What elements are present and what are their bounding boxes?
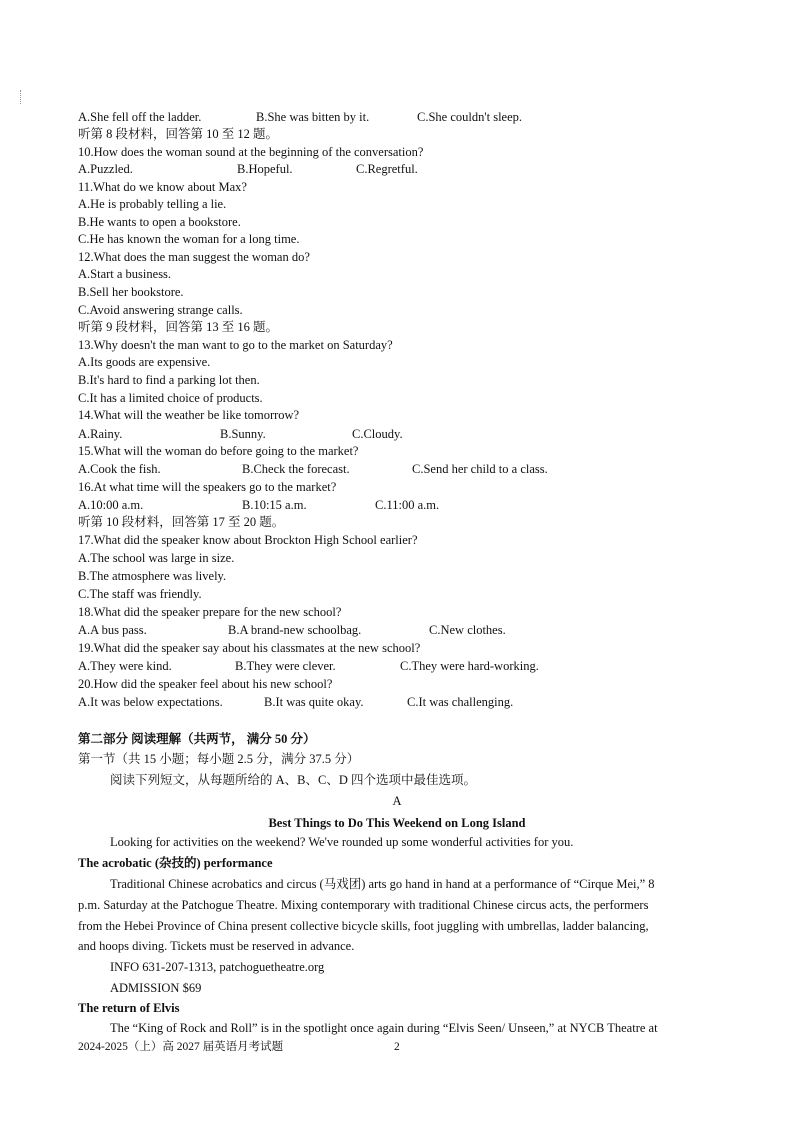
question-stem: 12.What does the man suggest the woman do?	[78, 250, 310, 264]
q10-options	[78, 161, 418, 177]
option: A.She fell off the ladder.	[78, 110, 202, 124]
material-9-instruction: 听第 9 段材料，回答第 13 至 16 题。	[78, 320, 279, 334]
part-two-title: 第二部分 阅读理解（共两节， 满分 50 分）	[78, 732, 316, 746]
option: A.Puzzled.	[78, 162, 133, 176]
option: A.Its goods are expensive.	[78, 355, 211, 369]
option: C.The staff was friendly.	[78, 587, 202, 601]
section-one-title: 第一节（共 15 小题；每小题 2.5 分，满分 37.5 分）	[78, 752, 360, 766]
question-stem: 16.At what time will the speakers go to the market?	[78, 480, 337, 494]
q18-options	[78, 622, 506, 638]
paragraph-line: and hoops diving. Tickets must be reserved in advance.	[78, 939, 355, 953]
option: B.She was bitten by it.	[256, 110, 370, 124]
passage-title: Best Things to Do This Weekend on Long Island	[268, 816, 526, 830]
q9-options	[78, 109, 522, 125]
option: A.Rainy.	[78, 427, 123, 441]
option: B.He wants to open a bookstore.	[78, 215, 241, 229]
q15-options	[78, 461, 548, 477]
q19-options	[78, 658, 539, 674]
option: B.Sell her bookstore.	[78, 285, 184, 299]
option: A.Cook the fish.	[78, 462, 161, 476]
question-stem: 20.How did the speaker feel about his new school?	[78, 677, 333, 691]
question-stem: 17.What did the speaker know about Brockton High School earlier?	[78, 533, 418, 547]
info-line: INFO 631-207-1313, patchoguetheatre.org	[110, 960, 325, 974]
reading-instruction: 阅读下列短文，从每题所给的 A、B、C、D 四个选项中最佳选项。	[110, 773, 476, 787]
question-stem: 19.What did the speaker say about his classmates at the new school?	[78, 641, 421, 655]
option: C.Send her child to a class.	[412, 462, 548, 476]
option: C.He has known the woman for a long time.	[78, 232, 300, 246]
option: C.Cloudy.	[352, 427, 403, 441]
paragraph-line: p.m. Saturday at the Patchogue Theatre. Mixing contemporary with traditional Chinese circus acts, the performers	[78, 898, 649, 912]
option: C.They were hard-working.	[400, 659, 539, 673]
question-stem: 14.What will the weather be like tomorrow?	[78, 408, 300, 422]
q20-options	[78, 694, 513, 710]
option: A.He is probably telling a lie.	[78, 197, 227, 211]
passage-intro: Looking for activities on the weekend? We've rounded up some wonderful activities for you.	[110, 835, 574, 849]
option: A.Start a business.	[78, 267, 172, 281]
q16-options	[78, 497, 439, 513]
option: B.They were clever.	[235, 659, 336, 673]
passage-letter: A	[392, 794, 402, 808]
option: A.10:00 a.m.	[78, 498, 144, 512]
section-heading: The return of Elvis	[78, 1001, 180, 1015]
option: B.Sunny.	[220, 427, 266, 441]
option: C.She couldn't sleep.	[417, 110, 523, 124]
question-stem: 11.What do we know about Max?	[78, 180, 247, 194]
paragraph-line: Traditional Chinese acrobatics and circus (马戏团) arts go hand in hand at a performance of “Cirque Mei,” 8	[110, 877, 655, 891]
option: B.A brand-new schoolbag.	[228, 623, 362, 637]
option: A.The school was large in size.	[78, 551, 235, 565]
question-stem: 10.How does the woman sound at the beginning of the conversation?	[78, 145, 424, 159]
option: C.It has a limited choice of products.	[78, 391, 263, 405]
section-heading: The acrobatic (杂技的) performance	[78, 856, 273, 870]
page-number: 2	[394, 1041, 400, 1053]
option: A.It was below expectations.	[78, 695, 223, 709]
footer-label: 2024-2025（上）高 2027 届英语月考试题	[78, 1041, 284, 1053]
question-stem: 15.What will the woman do before going to the market?	[78, 444, 359, 458]
q14-options	[78, 426, 403, 442]
question-stem: 18.What did the speaker prepare for the new school?	[78, 605, 342, 619]
option: C.11:00 a.m.	[375, 498, 440, 512]
option: A.A bus pass.	[78, 623, 147, 637]
question-stem: 13.Why doesn't the man want to go to the market on Saturday?	[78, 338, 393, 352]
option: C.Regretful.	[356, 162, 418, 176]
material-10-instruction: 听第 10 段材料，回答第 17 至 20 题。	[78, 515, 285, 529]
option: A.They were kind.	[78, 659, 172, 673]
option: B.Hopeful.	[237, 162, 293, 176]
option: B.The atmosphere was lively.	[78, 569, 227, 583]
option: C.It was challenging.	[407, 695, 514, 709]
option: B.It's hard to find a parking lot then.	[78, 373, 260, 387]
scan-margin-marks	[20, 90, 23, 104]
option: C.Avoid answering strange calls.	[78, 303, 243, 317]
material-8-instruction: 听第 8 段材料，回答第 10 至 12 题。	[78, 127, 279, 141]
option: B.It was quite okay.	[264, 695, 364, 709]
option: C.New clothes.	[429, 623, 506, 637]
admission-line: ADMISSION $69	[110, 981, 202, 995]
option: B.10:15 a.m.	[242, 498, 307, 512]
paragraph-line: The “King of Rock and Roll” is in the spotlight once again during “Elvis Seen/ Unseen,” at NYCB Theatre at	[110, 1021, 658, 1035]
paragraph-line: from the Hebei Province of China present collective bicycle skills, foot juggling with umbrellas, ladder balancing,	[78, 919, 649, 933]
option: B.Check the forecast.	[242, 462, 350, 476]
